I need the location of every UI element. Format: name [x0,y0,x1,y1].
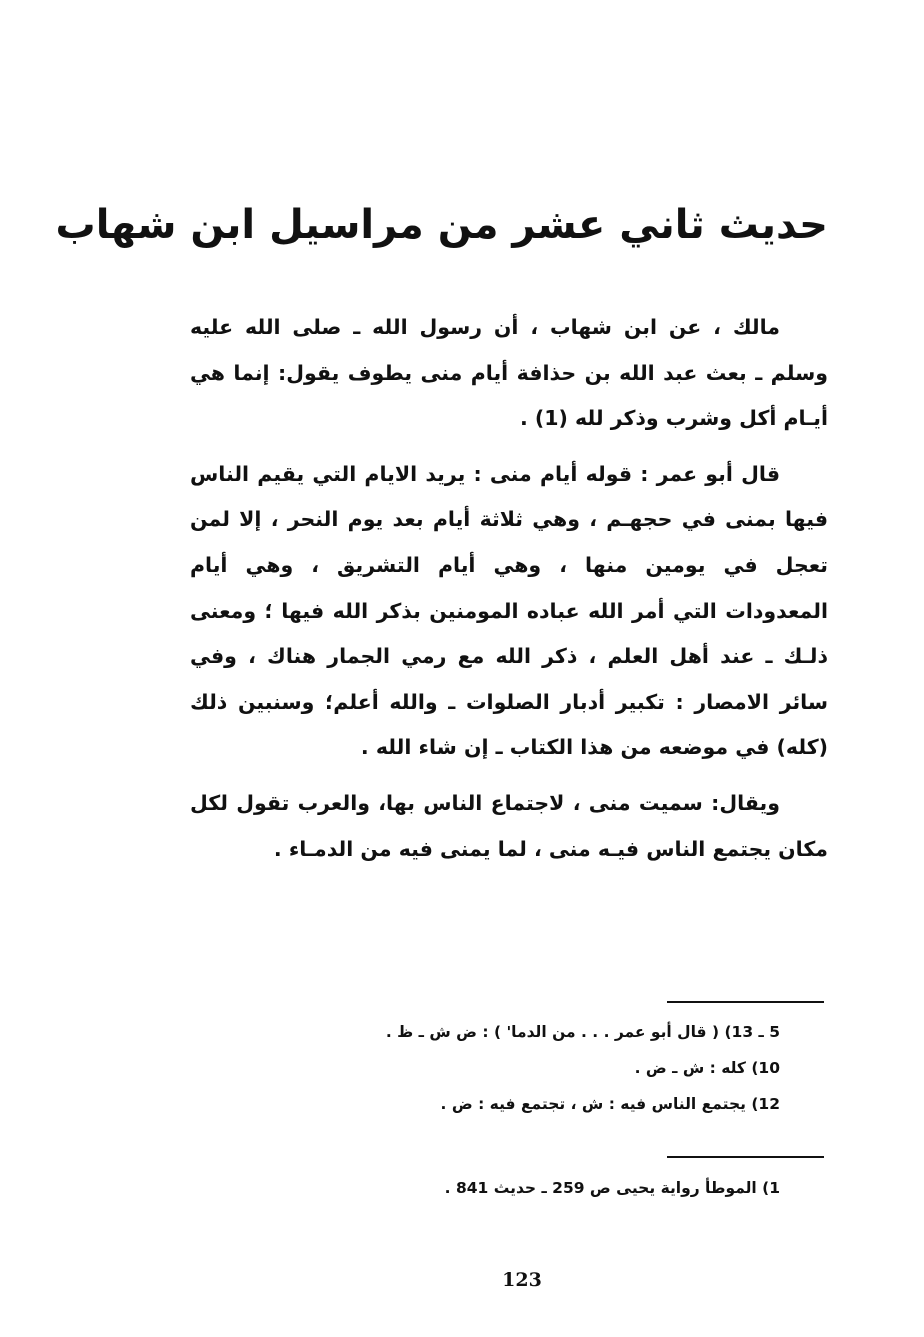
page-number: 123 [502,1269,542,1291]
paragraph-naming: ويقال: سميت منى ، لاجتماع الناس بها، والعرب تقول لكل مكان يجتمع الناس فيـه منى ، لما يمنى فيه من الدمـاء . [190,790,828,861]
paragraph-hadith: مالك ، عن ابن شهاب ، أن رسول الله ـ صلى الله عليه وسلم ـ بعث عبد الله بن حذافة أيام منى يطوف يقول: إنما هي أيـام أكل وشرب وذكر لله (1) . [190,315,828,431]
paragraph-commentary: قال أبو عمر : قوله أيام منى : يريد الايام التي يقيم الناس فيها بمنى في حجهـم ، وهي ثلاثة أيام بعد يوم النحر ، إلا لمن تعجل في يومين منها ، وهي أيام التشريق ، وهي أيام المعدودات التي أمر الله عباده المومنين بذكر الله فيها ؛ ومعنى ذلـك ـ عند أهل العلم ، ذكر الله مع رمي الجمار هناك ، وفي سائر الامصار : تكبير أدبار الصلوات ـ والله أعلم؛ وسنبين ذلك (كله) في موضعه من هذا الكتاب ـ إن شاء الله . [190,461,828,760]
footnote-separator-variants [667,1001,824,1003]
variant-note: 12) يجتمع الناس فيه : ش ، تجتمع فيه : ض . [440,1095,780,1113]
main-text [190,305,828,872]
variant-notes [180,1014,780,1122]
variant-note: 5 ـ 13) ( قال أبو عمر . . . من الدما' ) : ض ش ـ ظ . [385,1023,780,1041]
page-title: حديث ثاني عشر من مراسيل ابن شهاب [55,202,828,248]
reference-notes [180,1170,780,1206]
reference-note: 1) الموطأ رواية يحيى ص 259 ـ حديث 841 . [444,1179,780,1197]
variant-note: 10) كله : ش ـ ض . [634,1059,780,1077]
footnote-separator-references [667,1156,824,1158]
